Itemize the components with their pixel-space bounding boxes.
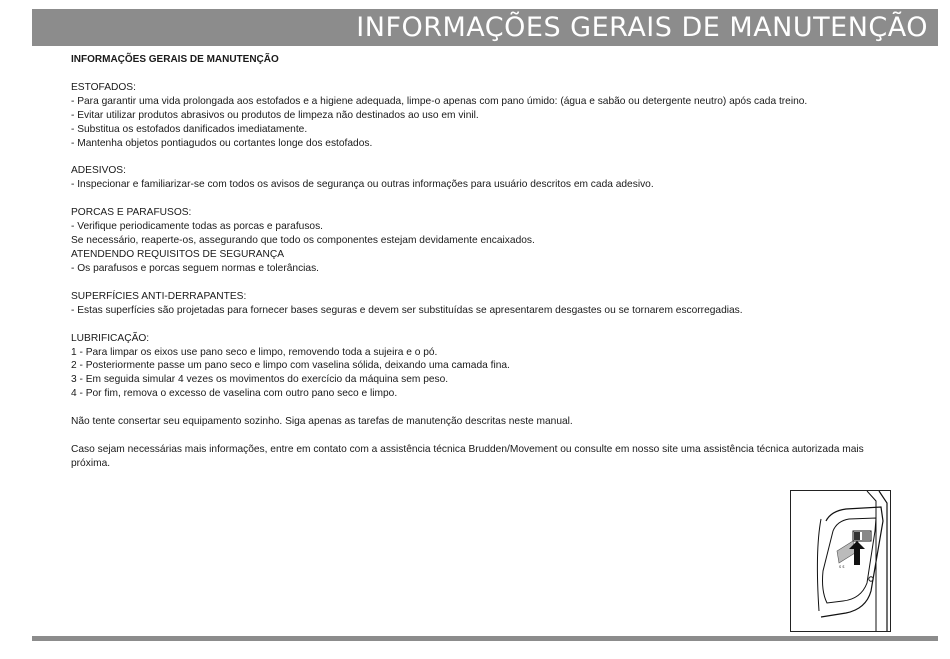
doc-title: INFORMAÇÕES GERAIS DE MANUTENÇÃO <box>71 54 279 65</box>
svg-text:s s: s s <box>839 564 845 569</box>
section-line: - Inspecionar e familiarizar-se com todos os avisos de segurança ou outras informações para usuário descritos em cada adesivo. <box>71 179 654 191</box>
section-porcas-parafusos <box>71 206 911 276</box>
sticker-illustration <box>790 490 891 632</box>
section-line: - Substitua os estofados danificados imediatamente. <box>71 123 308 135</box>
section-heading: PORCAS E PARAFUSOS: <box>71 207 192 219</box>
section-line: 1 - Para limpar os eixos use pano seco e limpo, removendo toda a sujeira e o pó. <box>71 346 438 358</box>
document-body <box>71 53 911 485</box>
header-title: INFORMAÇÕES GERAIS DE MANUTENÇÃO <box>356 12 928 43</box>
section-line: - Para garantir uma vida prolongada aos estofados e a higiene adequada, limpe-o apenas com pano úmido: (água e sabão ou detergente neutro) após cada treino. <box>71 95 808 107</box>
section-line: - Mantenha objetos pontiagudos ou cortantes longe dos estofados. <box>71 137 373 149</box>
section-line: 2 - Posteriormente passe um pano seco e limpo com vaselina sólida, deixando uma camada fina. <box>71 360 510 372</box>
warning-note: Não tente consertar seu equipamento sozinho. Siga apenas as tarefas de manutenção descritas neste manual. <box>71 416 573 428</box>
contact-note: Caso sejam necessárias mais informações, entre em contato com a assistência técnica Brudden/Movement ou consulte em nosso site uma assistência técnica autorizada mais próxima. <box>71 444 864 469</box>
section-superficies <box>71 290 911 318</box>
section-line: - Evitar utilizar produtos abrasivos ou produtos de limpeza não destinados ao uso em vinil. <box>71 109 479 121</box>
safety-subheading: ATENDENDO REQUISITOS DE SEGURANÇA <box>71 248 285 260</box>
section-line: - Estas superfícies são projetadas para fornecer bases seguras e devem ser substituídas se apresentarem desgastes ou se tornarem escorregadias. <box>71 304 743 316</box>
section-line: - Verifique periodicamente todas as porcas e parafusos. <box>71 221 324 233</box>
section-lubrificacao <box>71 332 911 402</box>
section-heading: LUBRIFICAÇÃO: <box>71 332 150 344</box>
section-line: - Os parafusos e porcas seguem normas e tolerâncias. <box>71 262 320 274</box>
section-line: 4 - Por fim, remova o excesso de vaselina com outro pano seco e limpo. <box>71 388 398 400</box>
header-bar <box>32 9 938 46</box>
section-line: 3 - Em seguida simular 4 vezes os movimentos do exercício da máquina sem peso. <box>71 374 449 386</box>
section-adesivos <box>71 164 911 192</box>
footer-bar <box>32 636 938 641</box>
section-line: Se necessário, reaperte-os, assegurando que todo os componentes estejam devidamente encaixados. <box>71 235 535 247</box>
section-heading: ADESIVOS: <box>71 165 126 177</box>
section-estofados <box>71 81 911 151</box>
section-heading: SUPERFÍCIES ANTI-DERRAPANTES: <box>71 290 247 302</box>
machine-sticker-drawing <box>791 491 890 631</box>
section-heading: ESTOFADOS: <box>71 81 136 93</box>
